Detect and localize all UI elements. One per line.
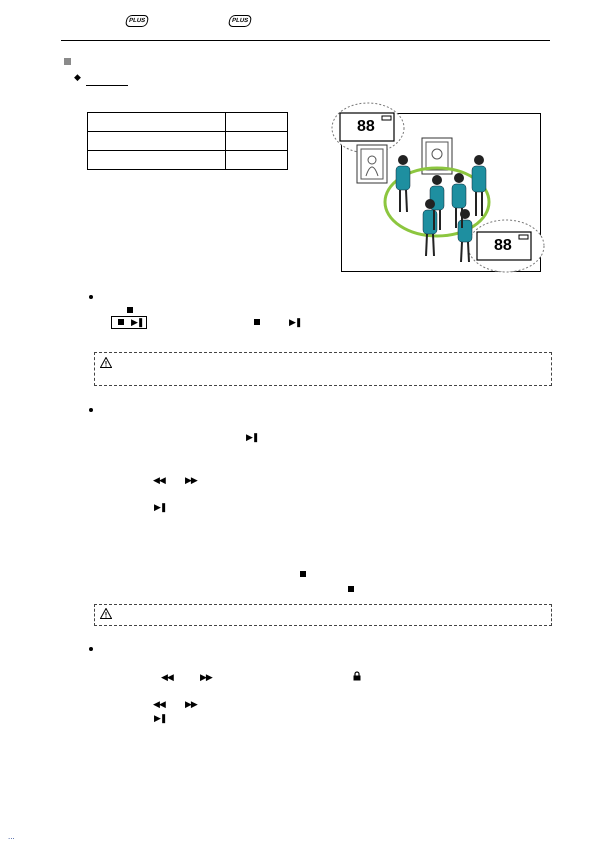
display-value-top: 88: [357, 118, 375, 135]
table-row: [88, 151, 288, 170]
stop-icon: [254, 319, 260, 325]
plus-badge-right: PLUS: [228, 15, 253, 27]
rewind-icon: ◀◀: [153, 699, 165, 709]
play-pause-icon: ▶❚: [289, 317, 302, 327]
heading-underline: [86, 85, 128, 86]
fast-forward-icon: ▶▶: [185, 475, 197, 485]
stop-icon: [118, 319, 124, 325]
spec-table: [87, 112, 288, 170]
diamond-icon: ◆: [74, 72, 81, 82]
warning-icon: [100, 608, 112, 619]
gray-square-icon: [64, 58, 71, 65]
bullet: [89, 647, 93, 651]
rewind-icon: ◀◀: [161, 672, 173, 682]
header-rule: [61, 40, 550, 41]
plus-badge-left: PLUS: [125, 15, 150, 27]
play-pause-icon: ▶❚: [154, 502, 167, 512]
play-pause-icon: ▶❚: [154, 713, 167, 723]
table-row: [88, 132, 288, 151]
bullet: [89, 295, 93, 299]
stop-icon: [348, 586, 354, 592]
fast-forward-icon: ▶▶: [200, 672, 212, 682]
stop-icon: [300, 571, 306, 577]
fast-forward-icon: ▶▶: [185, 699, 197, 709]
rewind-icon: ◀◀: [153, 475, 165, 485]
bullet: [89, 408, 93, 412]
page-mark: ...: [8, 832, 15, 841]
table-row: [88, 113, 288, 132]
play-pause-icon: ▶❚: [131, 317, 144, 327]
warning-icon: [100, 357, 112, 368]
lock-icon: [353, 671, 361, 681]
display-value-bottom: 88: [494, 237, 512, 254]
stop-icon: [127, 307, 133, 313]
warning-box: [94, 352, 552, 386]
warning-box: [94, 604, 552, 626]
play-pause-icon: ▶❚: [246, 432, 259, 442]
